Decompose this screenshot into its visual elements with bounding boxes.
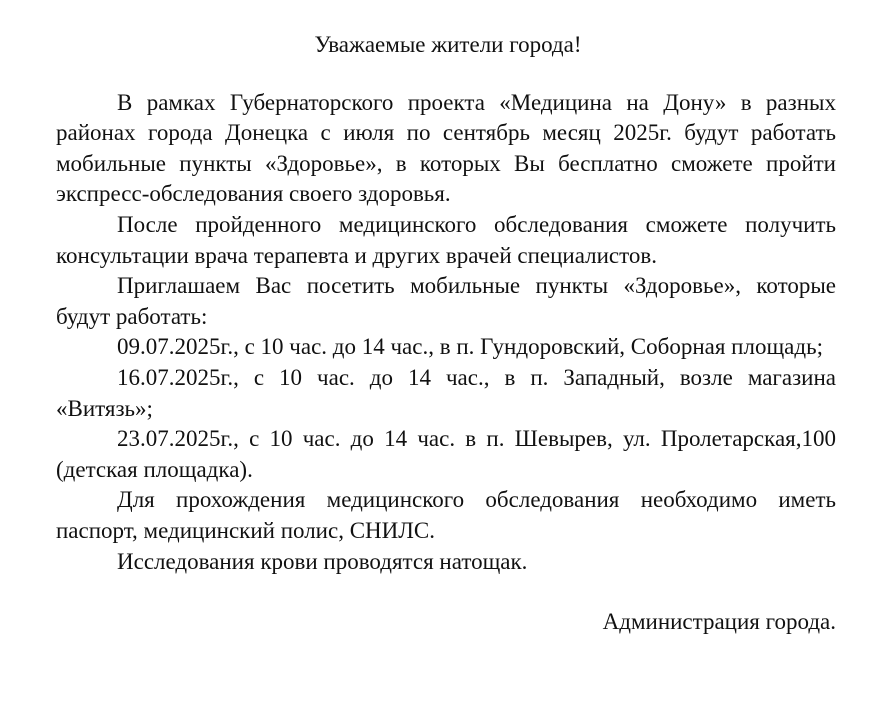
document-signature: Администрация города. (602, 609, 836, 635)
paragraph-blood-test-note: Исследования крови проводятся натощак. (117, 548, 528, 574)
schedule-item-gundorovsky: 09.07.2025г., с 10 час. до 14 час., в п. Гундоровский, Соборная площадь; (117, 334, 823, 360)
schedule-item-zapadny: 16.07.2025г., с 10 час. до 14 час., в п. Западный, возле магазина «Витязь»; (56, 364, 836, 421)
paragraph-project-intro: В рамках Губернаторского проекта «Медицина на Дону» в разных районах города Донецка с июля по сентябрь месяц 2025г. будут работать мобильные пункты «Здоровье», в которых Вы бесплатно сможете пройти экспресс-обследования своего здоровья. (56, 89, 836, 207)
spacer (56, 61, 836, 88)
spacer (56, 577, 836, 607)
paragraph-required-documents: Для прохождения медицинского обследования необходимо иметь паспорт, медицинский полис, СНИЛС. (56, 487, 836, 543)
paragraph-invitation: Приглашаем Вас посетить мобильные пункты «Здоровье», которые будут работать: (56, 273, 836, 329)
schedule-item-shevyrev: 23.07.2025г., с 10 час. до 14 час. в п. Шевырев, ул. Пролетарская,100 (детская площадка). (56, 426, 836, 482)
document-title: Уважаемые жители города! (314, 32, 582, 57)
paragraph-consultation: После пройденного медицинского обследования сможете получить консультации врача терапевта и других врачей специалистов. (56, 211, 836, 268)
document-page (56, 30, 836, 638)
